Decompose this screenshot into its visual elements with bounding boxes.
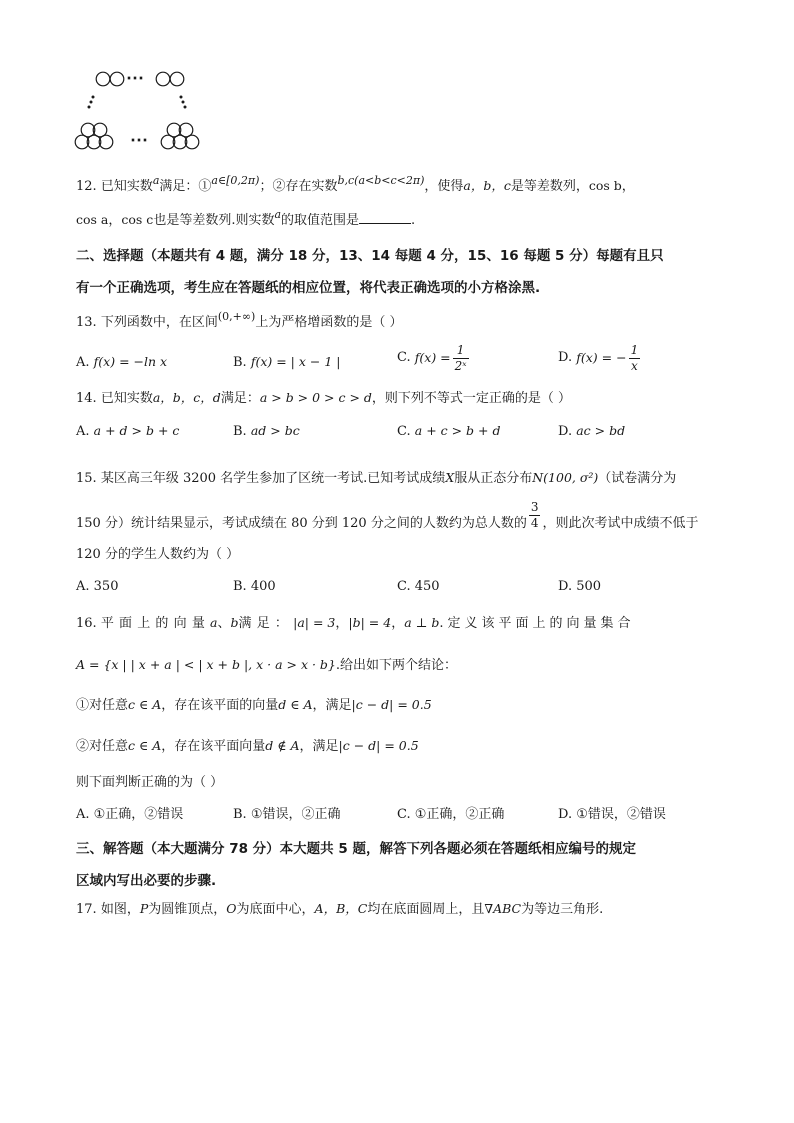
q16-number: 16.	[76, 616, 97, 631]
q17-point-p: P	[139, 901, 149, 916]
q17-stem: 17. 如图，P为圆锥顶点，O为底面中心，A，B，C均在底面圆周上，且∇ABC为等边三角形.	[76, 901, 604, 917]
q13-option-a[interactable]: A. f(x) = −ln x	[76, 354, 168, 370]
q16-norm-a: |a| = 3	[293, 615, 336, 630]
q12-line2: cos a，cos c也是等差数列.则实数$^a$的取值范围是 .	[76, 208, 416, 228]
q15-option-d[interactable]: D. 500	[558, 579, 602, 594]
pattern-dot	[184, 106, 187, 109]
q14-condition: a > b > 0 > c > d	[259, 390, 372, 405]
q12-text: 已知实数	[100, 179, 153, 194]
q14-stem: 14. 已知实数a，b，c，d满足：a > b > 0 > c > d，则下列不等式一定正确的是（ ）	[76, 390, 572, 406]
q13-option-c[interactable]: C. f(x) = $\frac{1}{\text{2ˣ}}$	[397, 343, 467, 373]
q15-number: 15.	[76, 471, 97, 486]
q12-cos-b: cos b	[588, 178, 622, 193]
q15-var-x: X	[445, 470, 455, 485]
q12-condition-1: a∈[0,2π)	[211, 174, 260, 187]
q13-option-c-fraction: $\frac{1}{\text{2ˣ}}$	[454, 343, 467, 373]
q12-var-a2: a	[274, 208, 282, 221]
pattern-dot	[90, 101, 93, 104]
q16-vector-a: a	[210, 615, 218, 630]
pattern-circle	[170, 72, 184, 86]
q15-line1: 15. 某区高三年级 3200 名学生参加了区统一考试.已知考试成绩X服从正态分布N(100, σ²)（试卷满分为	[76, 470, 677, 486]
q15-option-b[interactable]: B. 400	[233, 579, 276, 594]
pattern-circle	[156, 72, 170, 86]
q14-number: 14.	[76, 391, 97, 406]
section2-heading-line1: 二、选择题（本题共有 4 题，满分 18 分，13、14 每题 4 分，15、16 每题 5 分）每题有且只	[76, 248, 664, 264]
q14-option-a[interactable]: A. a + d > b + c	[76, 423, 180, 439]
q17-points-abc: A，B，C	[314, 901, 368, 916]
q12-line1: 12. 已知实数$^a$满足：①$^{a\in[0,2\pi)}$；②存在实数$^{b,c(a<b<c<2\pi)}$，使得a，b，c是等差数列，cos b，	[76, 174, 635, 194]
q16-norm-b: |b| = 4	[348, 615, 392, 630]
pattern-ellipsis-bottom: ⋯	[130, 130, 148, 151]
q16-conclusion-2: ②对任意c ∈ A，存在该平面向量d ∉ A，满足|c − d| = 0.5	[76, 738, 419, 754]
q13-number: 13.	[76, 315, 97, 330]
q14-option-b[interactable]: B. ad > bc	[233, 423, 300, 439]
q13-stem: 13. 下列函数中，在区间$^{(0,+\infty)}$上为严格增函数的是（ ）	[76, 310, 403, 330]
q16-vector-b: b	[230, 615, 239, 630]
q14-option-d[interactable]: D. ac > bd	[558, 423, 626, 439]
pattern-ellipsis-top: ⋯	[126, 68, 144, 89]
q16-set-definition: A = {x | | x + a | < | x + b |, x · a > x · b}	[76, 657, 336, 672]
q15-distribution: N(100, σ²)	[532, 470, 599, 485]
q16-question: 则下面判断正确的为（ ）	[76, 775, 224, 790]
pattern-dot	[92, 96, 95, 99]
section3-heading-line2: 区域内写出必要的步骤.	[76, 873, 217, 889]
pattern-circle	[96, 72, 110, 86]
q13-option-b[interactable]: B. f(x) = | x − 1 |	[233, 354, 341, 370]
q16-option-c[interactable]: C. ①正确，②正确	[397, 807, 505, 822]
q14-option-c[interactable]: C. a + c > b + d	[397, 423, 501, 439]
q12-cos-a: cos a	[76, 212, 109, 227]
q17-triangle: ∇ABC	[484, 901, 522, 916]
q12-sequence: a，b，c	[463, 178, 511, 193]
pattern-dot	[182, 101, 185, 104]
q13-interval: (0,+∞)	[217, 310, 256, 323]
q12-answer-blank[interactable]	[359, 209, 411, 224]
q16-perpendicular: a ⊥ b	[404, 615, 440, 630]
q15-option-a[interactable]: A. 350	[76, 579, 119, 594]
q12-var-a: a	[152, 174, 160, 187]
q15-line3: 120 分的学生人数约为（ ）	[76, 547, 240, 562]
q16-conclusion-1: ①对任意c ∈ A，存在该平面的向量d ∈ A，满足|c − d| = 0.5	[76, 697, 432, 713]
q16-option-a[interactable]: A. ①正确，②错误	[76, 807, 184, 822]
q16-line1: 16. 平面上的向量a、b满足：|a| = 3，|b| = 4，a ⊥ b.定义该平面上的向量集合	[76, 615, 635, 631]
pattern-dot	[88, 106, 91, 109]
q16-option-d[interactable]: D. ①错误，②错误	[558, 807, 666, 822]
q16-option-b[interactable]: B. ①错误，②正确	[233, 807, 341, 822]
q13-option-d[interactable]: D. f(x) = − $\frac{1}{x}$	[558, 343, 639, 373]
q12-number: 12.	[76, 179, 97, 194]
q14-vars: a，b，c，d	[152, 390, 221, 405]
q15-fraction: $\frac{3}{4}$	[530, 500, 539, 530]
q12-condition-2: b,c(a<b<c<2π)	[337, 174, 425, 187]
q16-line2: A = {x | | x + a | < | x + b |, x · a > x · b}.给出如下两个结论：	[76, 657, 458, 673]
pattern-circle	[110, 72, 124, 86]
section2-heading-line2: 有一个正确选项，考生应在答题纸的相应位置，将代表正确选项的小方格涂黑.	[76, 280, 541, 296]
q17-point-o: O	[226, 901, 237, 916]
q15-line2: 150 分）统计结果显示，考试成绩在 80 分到 120 分之间的人数约为总人数的 $\frac{3}{4}$ ，则此次考试中成绩不低于	[76, 500, 699, 531]
section3-heading-line1: 三、解答题（本大题满分 78 分）本大题共 5 题，解答下列各题必须在答题纸相应编号的规定	[76, 841, 636, 857]
pattern-dot	[180, 96, 183, 99]
q15-option-c[interactable]: C. 450	[397, 579, 440, 594]
q17-number: 17.	[76, 902, 97, 917]
q12-cos-c: cos c	[121, 212, 154, 227]
q13-option-d-fraction: $\frac{1}{x}$	[630, 343, 639, 373]
